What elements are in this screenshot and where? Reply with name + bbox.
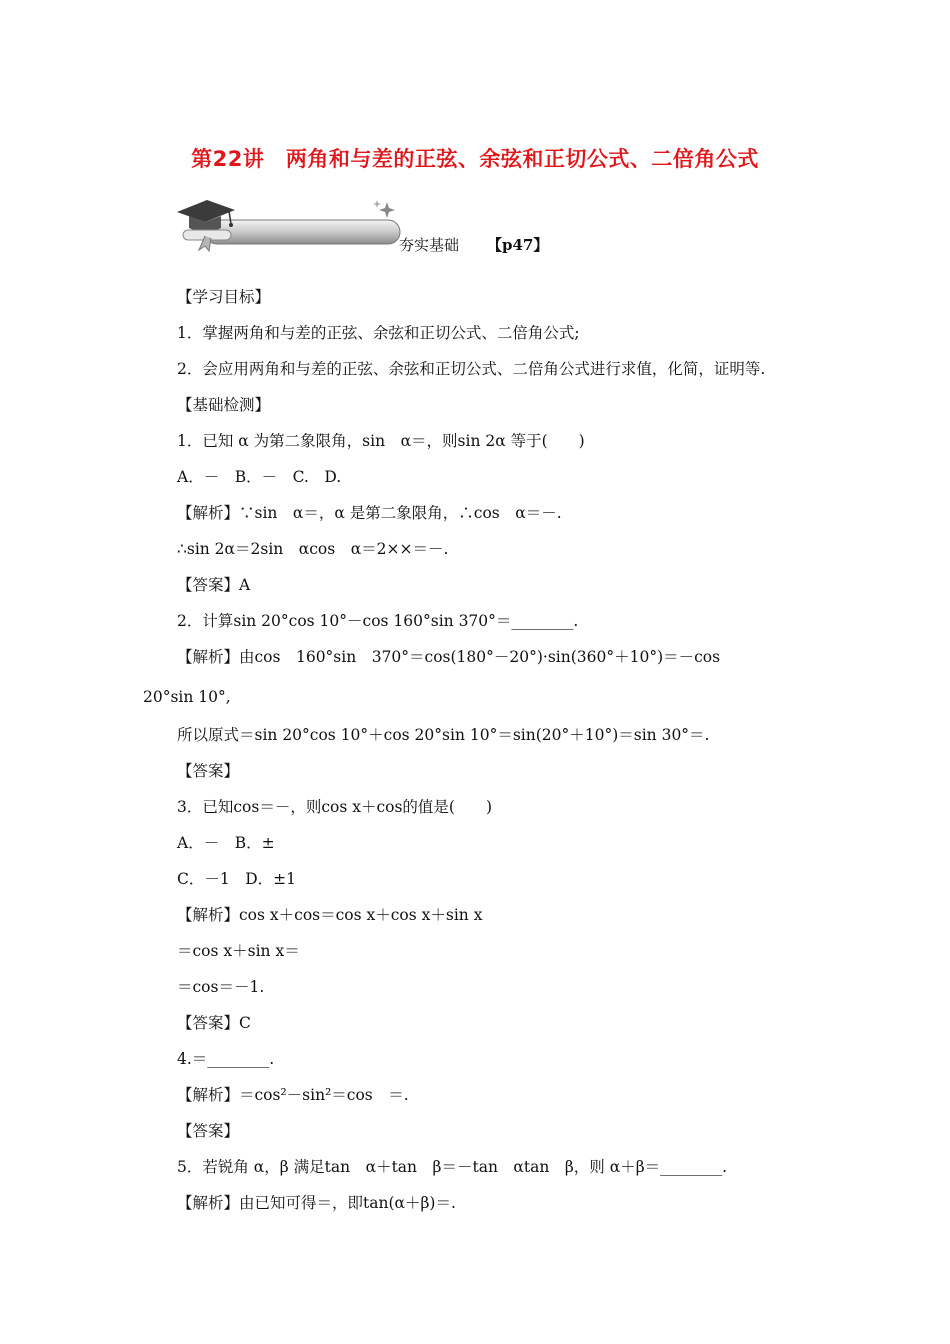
- text-line: 【解析】cos x＋cos＝cos x＋cos x＋sin x: [177, 906, 483, 924]
- graduation-cap-diploma-icon: [175, 196, 405, 256]
- page-title: 第22讲 两角和与差的正弦、余弦和正切公式、二倍角公式: [191, 147, 759, 171]
- page-reference: 【p47】: [487, 236, 549, 254]
- text-line: 【学习目标】: [177, 288, 271, 306]
- text-line: C．－1 D．±1: [177, 870, 296, 888]
- text-line: ＝cos x＋sin x＝: [177, 942, 300, 960]
- text-line: 1．已知 α 为第二象限角，sin α＝，则sin 2α 等于( ): [177, 432, 585, 450]
- text-line: 【答案】A: [177, 576, 251, 594]
- text-line: A．－ B．－ C. D.: [177, 468, 342, 486]
- text-line: 【解析】＝cos²－sin²＝cos ＝.: [177, 1086, 409, 1104]
- section-banner: [175, 196, 575, 256]
- text-line: A．－ B．±: [177, 834, 275, 852]
- text-line: 2．会应用两角和与差的正弦、余弦和正切公式、二倍角公式进行求值，化简，证明等.: [177, 360, 766, 378]
- text-line: 20°sin 10°,: [143, 688, 231, 706]
- text-line: 3．已知cos＝－，则cos x＋cos的值是( ): [177, 798, 493, 816]
- text-line: 所以原式＝sin 20°cos 10°＋cos 20°sin 10°＝sin(20°＋10°)＝sin 30°＝.: [177, 726, 710, 744]
- text-line: 4.＝________.: [177, 1050, 275, 1068]
- text-line: 5．若锐角 α，β 满足tan α＋tan β＝－tan αtan β，则 α＋β＝________.: [177, 1158, 728, 1176]
- text-line: 【解析】由cos 160°sin 370°＝cos(180°－20°)·sin(360°＋10°)＝－cos: [177, 648, 721, 666]
- text-line: ＝cos＝－1.: [177, 978, 265, 996]
- text-line: 【答案】C: [177, 1014, 251, 1032]
- text-line: 【解析】由已知可得＝，即tan(α＋β)＝.: [177, 1194, 456, 1212]
- text-line: 【答案】: [177, 1122, 240, 1140]
- text-line: 1．掌握两角和与差的正弦、余弦和正切公式、二倍角公式;: [177, 324, 580, 342]
- text-line: 【解析】∵sin α＝，α 是第二象限角，∴cos α＝－.: [177, 504, 562, 522]
- text-line: 【基础检测】: [177, 396, 271, 414]
- text-line: 2．计算sin 20°cos 10°－cos 160°sin 370°＝________.: [177, 612, 579, 630]
- text-line: 【答案】: [177, 762, 240, 780]
- section-label: 夯实基础: [399, 236, 460, 254]
- text-line: ∴sin 2α＝2sin αcos α＝2××＝－.: [177, 540, 449, 558]
